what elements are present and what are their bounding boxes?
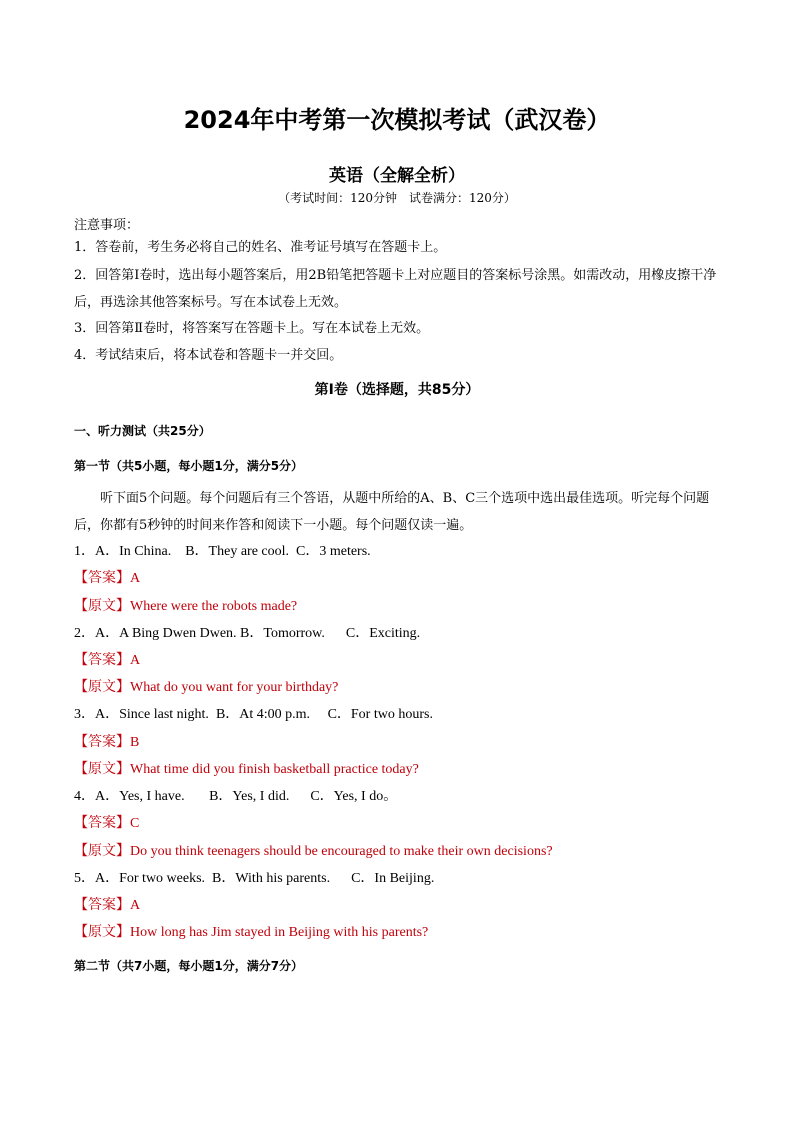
source-text: What time did you finish basketball practice today? — [130, 762, 419, 777]
option-b: B．With his parents. — [212, 871, 331, 886]
notice-item: 2．回答第Ⅰ卷时，选出每小题答案后，用2B铅笔把答题卡上对应题目的答案标号涂黑。如需改动，用橡皮擦干净后，再选涂其他答案标号。写在本试卷上无效。 — [74, 268, 717, 310]
subsection2-heading: 第二节（共7小题，每小题1分，满分7分） — [74, 959, 304, 973]
source-line — [74, 760, 724, 780]
source-text: How long has Jim stayed in Beijing with his parents? — [130, 925, 429, 940]
option-c: C．For two hours. — [327, 707, 433, 722]
source-line — [74, 678, 724, 698]
option-b: B．At 4:00 p.m. — [215, 707, 311, 722]
page-subtitle: 英语（全解全析） — [329, 166, 465, 186]
answer-tag: 【答案】 — [74, 735, 130, 750]
answer-line — [74, 569, 724, 589]
answer-value: A — [130, 898, 141, 913]
listening-instructions: 听下面5个问题。每个问题后有三个答语，从题中所给的A、B、C三个选项中选出最佳选项。听完每个问题后，你都有5秒钟的时间来作答和阅读下一小题。每个问题仅读一遍。 — [74, 491, 710, 533]
option-b: B．Tomorrow. — [240, 626, 325, 641]
question-3 — [74, 705, 724, 725]
answer-value: C — [130, 816, 140, 831]
notice-item: 1．答卷前，考生务必将自己的姓名、准考证号填写在答题卡上。 — [74, 240, 447, 255]
option-a: A．For two weeks. — [95, 871, 206, 886]
source-text: Where were the robots made? — [130, 599, 298, 614]
question-number: 3． — [74, 707, 95, 722]
answer-value: A — [130, 571, 141, 586]
question-2 — [74, 624, 724, 644]
option-c: C．Yes, I do。 — [310, 789, 398, 804]
option-c: C．Exciting. — [345, 626, 421, 641]
question-4 — [74, 787, 724, 807]
source-line — [74, 923, 724, 943]
answer-tag: 【答案】 — [74, 571, 130, 586]
option-a: A．Yes, I have. — [95, 789, 185, 804]
option-a: A．In China. — [95, 544, 172, 559]
answer-line — [74, 896, 724, 916]
section1-heading: 一、听力测试（共25分） — [74, 424, 211, 438]
source-tag: 【原文】 — [74, 844, 130, 859]
subsection1-heading: 第一节（共5小题，每小题1分，满分5分） — [74, 459, 304, 473]
source-tag: 【原文】 — [74, 762, 130, 777]
question-1 — [74, 542, 724, 562]
source-line — [74, 842, 724, 862]
question-number: 1． — [74, 544, 95, 559]
source-text: What do you want for your birthday? — [130, 680, 339, 695]
answer-value: A — [130, 653, 141, 668]
exam-info: （考试时间：120分钟 试卷满分：120分） — [278, 191, 516, 205]
answer-line — [74, 733, 724, 753]
option-b: B．They are cool. — [185, 544, 290, 559]
question-number: 2． — [74, 626, 95, 641]
option-c: C．In Beijing. — [351, 871, 435, 886]
part1-heading: 第Ⅰ卷（选择题，共85分） — [314, 382, 480, 398]
page-title: 2024年中考第一次模拟考试（武汉卷） — [183, 106, 611, 134]
notice-item: 3．回答第Ⅱ卷时，将答案写在答题卡上。写在本试卷上无效。 — [74, 321, 430, 336]
notice-item: 4．考试结束后，将本试卷和答题卡一并交回。 — [74, 348, 343, 363]
option-b: B．Yes, I did. — [209, 789, 290, 804]
answer-tag: 【答案】 — [74, 816, 130, 831]
source-tag: 【原文】 — [74, 680, 130, 695]
source-tag: 【原文】 — [74, 925, 130, 940]
answer-value: B — [130, 735, 140, 750]
question-5 — [74, 869, 724, 889]
answer-line — [74, 814, 724, 834]
source-tag: 【原文】 — [74, 599, 130, 614]
option-c: C．3 meters. — [296, 544, 371, 559]
option-a: A．A Bing Dwen Dwen. — [95, 626, 237, 641]
answer-tag: 【答案】 — [74, 653, 130, 668]
source-line — [74, 597, 724, 617]
answer-tag: 【答案】 — [74, 898, 130, 913]
answer-line — [74, 651, 724, 671]
notice-heading: 注意事项： — [74, 218, 140, 233]
question-number: 4． — [74, 789, 95, 804]
option-a: A．Since last night. — [95, 707, 209, 722]
question-number: 5． — [74, 871, 95, 886]
source-text: Do you think teenagers should be encouraged to make their own decisions? — [130, 844, 553, 859]
